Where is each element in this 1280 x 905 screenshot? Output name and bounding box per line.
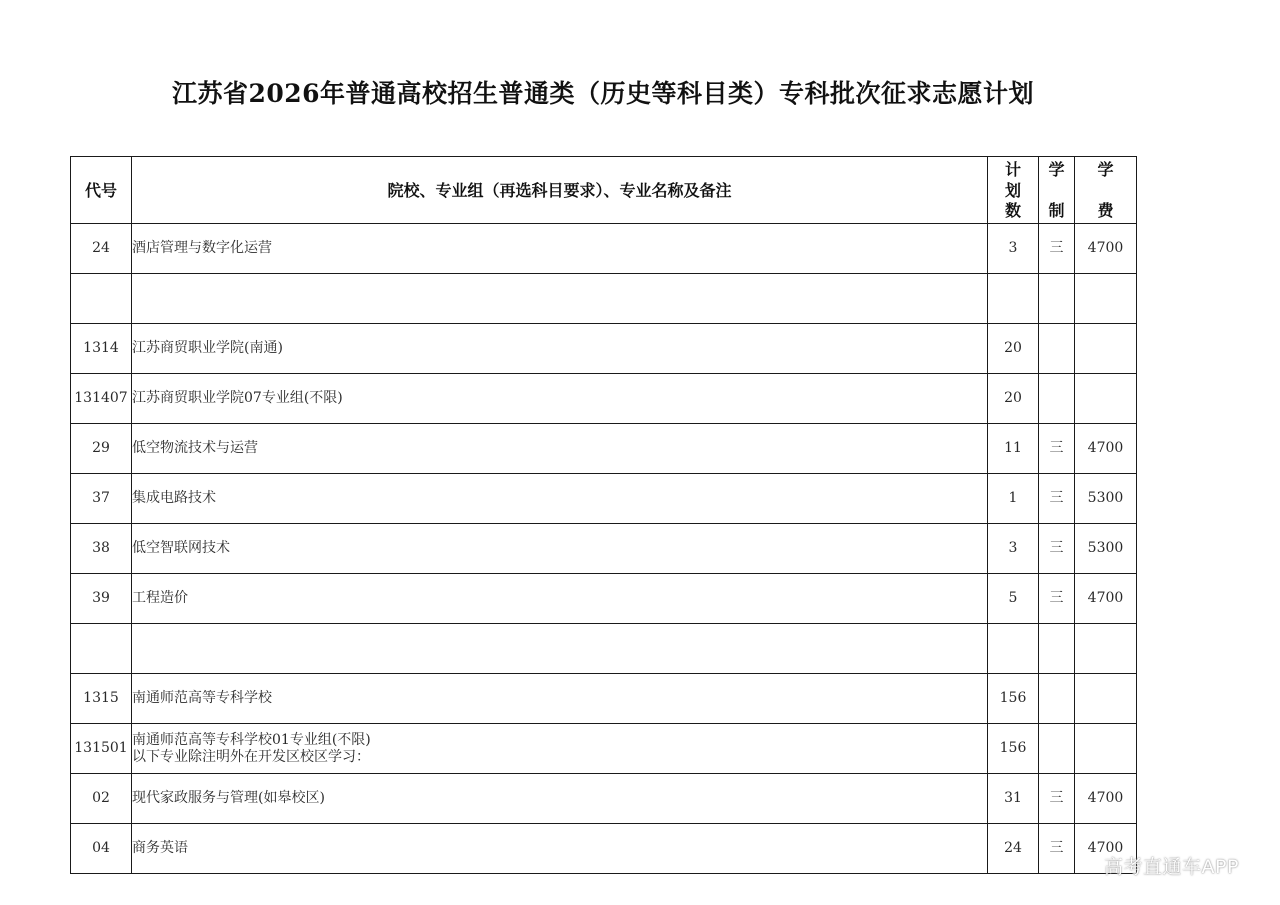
row-code: 39: [71, 574, 132, 624]
row-duration: 三: [1039, 774, 1075, 824]
header-plan: [988, 157, 1039, 224]
row-code: 02: [71, 774, 132, 824]
row-fee: 4700: [1075, 424, 1137, 474]
page-title: 江苏省2026年普通高校招生普通类（历史等科目类）专科批次征求志愿计划: [171, 79, 1035, 108]
row-name: [132, 824, 988, 874]
row-duration: 三: [1039, 524, 1075, 574]
row-code: [71, 624, 132, 674]
row-fee: [1075, 274, 1137, 324]
row-code: 1314: [71, 324, 132, 374]
row-fee: [1075, 324, 1137, 374]
row-name: [132, 574, 988, 624]
row-name: [132, 274, 988, 324]
row-name: [132, 774, 988, 824]
header-plan-char: 划: [1004, 180, 1021, 200]
row-name: [132, 424, 988, 474]
row-name: [132, 324, 988, 374]
header-fee-char: 费: [1097, 201, 1114, 220]
header-plan-char: 数: [1004, 201, 1021, 220]
row-name-text: 江苏商贸职业学院(南通): [132, 340, 283, 356]
row-name: [132, 374, 988, 424]
table-row: [71, 574, 1137, 624]
table-header-row: [71, 157, 1137, 224]
table-row: [71, 674, 1137, 724]
row-plan: 24: [988, 824, 1039, 874]
table-row: [71, 474, 1137, 524]
header-duration-char: 制: [1048, 201, 1065, 220]
row-duration: 三: [1039, 224, 1075, 274]
row-plan: 3: [988, 524, 1039, 574]
row-plan: 20: [988, 324, 1039, 374]
row-name-text: 江苏商贸职业学院07专业组(不限): [132, 390, 343, 406]
row-code: 37: [71, 474, 132, 524]
header-fee-char: 学: [1097, 160, 1114, 179]
enrollment-plan-table: [70, 156, 1137, 874]
row-name: [132, 474, 988, 524]
table-row: [71, 824, 1137, 874]
row-name: [132, 674, 988, 724]
row-fee: 4700: [1075, 824, 1137, 874]
row-fee: [1075, 674, 1137, 724]
row-fee: [1075, 624, 1137, 674]
row-duration: 三: [1039, 424, 1075, 474]
row-fee: [1075, 374, 1137, 424]
row-name-text: 集成电路技术: [132, 490, 216, 506]
row-plan: 1: [988, 474, 1039, 524]
row-fee: 4700: [1075, 774, 1137, 824]
table-row: [71, 374, 1137, 424]
table-row: [71, 774, 1137, 824]
row-duration: [1039, 274, 1075, 324]
row-plan: 11: [988, 424, 1039, 474]
table-row: [71, 524, 1137, 574]
row-code: 1315: [71, 674, 132, 724]
row-name: [132, 624, 988, 674]
row-plan: [988, 274, 1039, 324]
header-name: 院校、专业组（再选科目要求）、专业名称及备注: [132, 157, 988, 224]
header-plan-char: 计: [1004, 160, 1021, 179]
row-plan: 20: [988, 374, 1039, 424]
table-row: [71, 324, 1137, 374]
header-duration-char: 学: [1048, 160, 1065, 179]
header-duration: [1039, 157, 1075, 224]
row-plan: 156: [988, 674, 1039, 724]
row-duration: 三: [1039, 574, 1075, 624]
watermark-text: 高考直通车APP: [1104, 856, 1239, 878]
row-fee: 4700: [1075, 224, 1137, 274]
row-name-text: 低空智联网技术: [132, 540, 230, 556]
row-code: 04: [71, 824, 132, 874]
row-name-text: 南通师范高等专科学校: [132, 690, 272, 706]
row-duration: 三: [1039, 474, 1075, 524]
row-duration: [1039, 324, 1075, 374]
row-code: 24: [71, 224, 132, 274]
row-name-text: 商务英语: [132, 840, 188, 856]
header-fee: [1075, 157, 1137, 224]
row-name-text: 低空物流技术与运营: [132, 440, 258, 456]
row-code: 38: [71, 524, 132, 574]
row-name-note: 以下专业除注明外在开发区校区学习：: [132, 748, 370, 765]
table-row: [71, 724, 1137, 774]
row-plan: 3: [988, 224, 1039, 274]
row-name-text: 酒店管理与数字化运营: [132, 240, 272, 256]
row-duration: [1039, 724, 1075, 774]
row-code: 131501: [71, 724, 132, 774]
table-row: [71, 224, 1137, 274]
row-plan: [988, 624, 1039, 674]
row-fee: 4700: [1075, 574, 1137, 624]
row-name-text: 南通师范高等专科学校01专业组(不限): [132, 731, 371, 748]
table-row: [71, 274, 1137, 324]
row-name: [132, 724, 988, 774]
table-row: [71, 624, 1137, 674]
row-fee: 5300: [1075, 474, 1137, 524]
row-duration: [1039, 674, 1075, 724]
header-code: 代号: [71, 157, 132, 224]
row-name-text: 现代家政服务与管理(如皋校区): [132, 790, 325, 806]
row-code: 131407: [71, 374, 132, 424]
row-code: 29: [71, 424, 132, 474]
table-row: [71, 424, 1137, 474]
row-code: [71, 274, 132, 324]
row-name: [132, 224, 988, 274]
row-duration: [1039, 374, 1075, 424]
row-fee: 5300: [1075, 524, 1137, 574]
row-name: [132, 524, 988, 574]
row-duration: 三: [1039, 824, 1075, 874]
row-plan: 156: [988, 724, 1039, 774]
row-name-text: 工程造价: [132, 590, 188, 606]
row-duration: [1039, 624, 1075, 674]
row-plan: 31: [988, 774, 1039, 824]
row-plan: 5: [988, 574, 1039, 624]
row-fee: [1075, 724, 1137, 774]
